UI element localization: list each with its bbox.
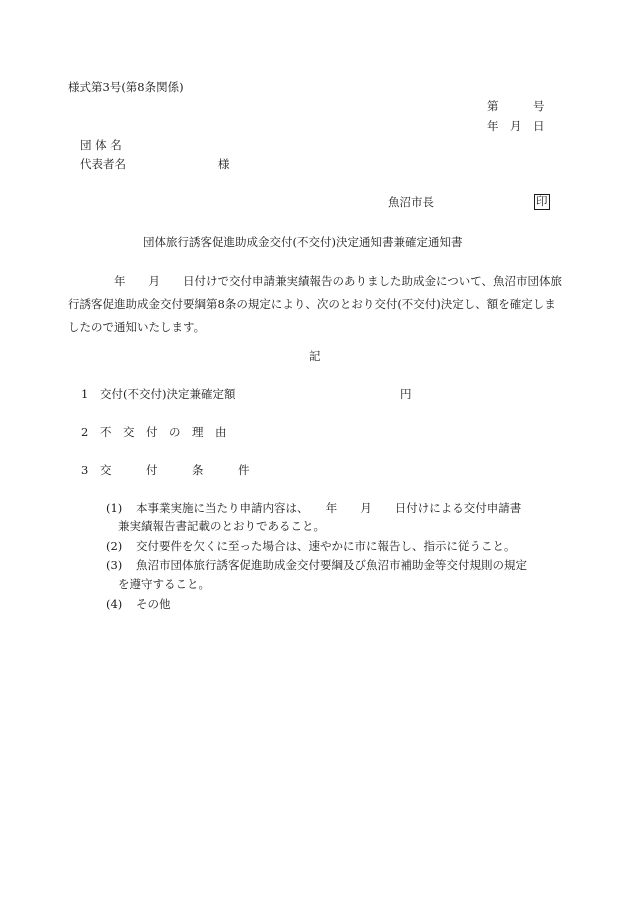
item-2-number: 2 bbox=[81, 425, 89, 439]
item-1-number: 1 bbox=[81, 387, 89, 401]
form-number: 様式第3号(第8条関係) bbox=[68, 80, 184, 94]
issuer-name: 魚沼市長 bbox=[388, 195, 434, 209]
body-paragraph: 年 月 日付けで交付申請兼実績報告のありました助成金について、魚沼市団体旅行誘客促進助成金交付要綱第8条の規定により、次のとおり交付(不交付)決定し、額を確定しましたので通知いたします。 bbox=[68, 274, 563, 334]
condition-3-text: 魚沼市団体旅行誘客促進助成金交付要綱及び魚沼市補助金等交付規則の規定 bbox=[136, 558, 527, 572]
condition-3-text-cont: を遵守すること。 bbox=[118, 577, 210, 591]
group-name-label: 団 体 名 bbox=[80, 138, 122, 152]
seal-mark: 印 bbox=[536, 194, 548, 208]
document-number: 第 号 bbox=[487, 99, 545, 113]
representative-label: 代表者名 bbox=[80, 157, 126, 171]
condition-2-text: 交付要件を欠くに至った場合は、速やかに市に報告し、指示に従うこと。 bbox=[136, 539, 516, 553]
item-2-label: 不 交 付 の 理 由 bbox=[100, 425, 227, 439]
condition-1-text: 本事業実施に当たり申請内容は、 年 月 日付けによる交付申請書 bbox=[136, 501, 522, 515]
issue-date: 年 月 日 bbox=[487, 119, 545, 133]
condition-3-number: (3) bbox=[106, 558, 123, 572]
ki-heading: 記 bbox=[309, 349, 321, 363]
condition-1-text-cont: 兼実績報告書記載のとおりであること。 bbox=[118, 519, 325, 533]
document-title: 団体旅行誘客促進助成金交付(不交付)決定通知書兼確定通知書 bbox=[143, 235, 463, 249]
condition-2-number: (2) bbox=[106, 539, 123, 553]
condition-4-number: (4) bbox=[106, 597, 123, 611]
condition-1-number: (1) bbox=[106, 501, 123, 515]
condition-4-text: その他 bbox=[136, 597, 171, 611]
item-3-number: 3 bbox=[81, 463, 89, 477]
item-3-label: 交 付 条 件 bbox=[100, 463, 250, 477]
item-1-label: 交付(不交付)決定兼確定額 bbox=[100, 387, 236, 401]
honorific: 様 bbox=[218, 157, 230, 171]
item-1-unit: 円 bbox=[400, 387, 412, 401]
